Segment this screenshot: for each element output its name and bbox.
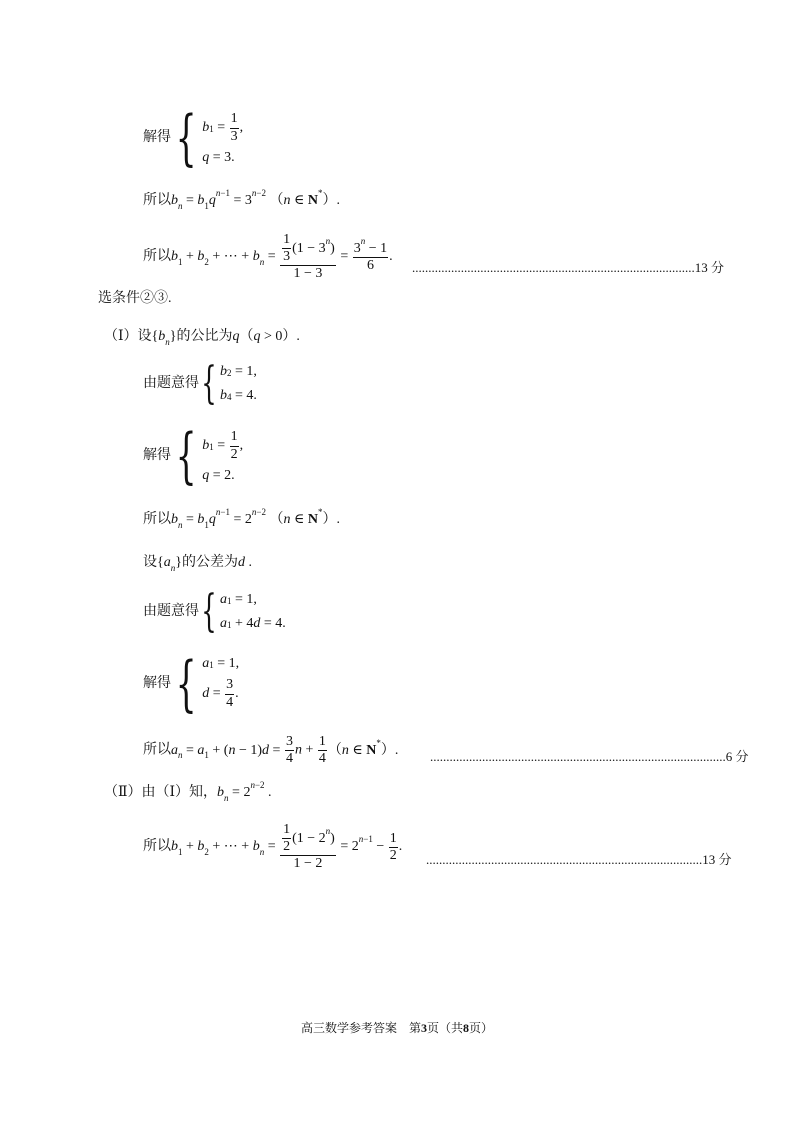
choose-conditions: 选条件②③. xyxy=(98,291,172,306)
part2-intro: （Ⅱ）由（Ⅰ）知，$b_n = 2^{n-2}$ . xyxy=(104,780,272,803)
equation-system: { b $_1$ = $\frac{1}{3}$ , q = 3. xyxy=(175,103,244,173)
score-line-3: .....................................................................................13 分 xyxy=(426,852,732,867)
label-jiede: 解得 xyxy=(143,130,171,145)
solution-system-b: 解得 { b $_1$ = $\frac{1}{2}$ , q = 2. xyxy=(143,421,244,491)
formula-bn-2: 所以$b_n = b_1q^{n-1} = 2^{n-2}$ （n ∈ N*）. xyxy=(143,507,340,530)
score-line-1: .......................................................................................13 分 xyxy=(412,260,725,275)
sum-formula-1: 所以$b_1 + b_2$ + ⋯ + $b_n$ = $\frac{1}{3}$ $(1 - 3^n)$ 1 − 3 = $\frac{3^n - 1}{6}$ . xyxy=(143,232,393,282)
sum-formula-2: 所以$b_1 + b_2$ + ⋯ + $b_n$ = $\frac{1}{2}$ $(1 - 2^n)$ 1 − 2 = $2^{n-1}$ − $\frac{1}{2}$ . xyxy=(143,822,403,872)
given-system-a: 由题意得 { a $_1$ = 1, a $_1$ + 4 d = 4. xyxy=(143,586,286,637)
given-system-b: 由题意得 { b $_2$ = 1, b $_4$ = 4. xyxy=(143,358,257,409)
solution-line-1 xyxy=(143,103,244,173)
page-footer: 高三数学参考答案 第3页（共8页） xyxy=(300,1021,494,1035)
formula-bn-1: 所以$b_n = b_1q^{n-1} = 3^{n-2}$ （n ∈ N*）. xyxy=(143,188,340,211)
solution-system-a: 解得 { a $_1$ = 1, d = $\frac{3}{4}$ . xyxy=(143,649,240,719)
formula-an: 所以$a_n = a_1 + (n - 1)d$ = $\frac{3}{4}$ n + $\frac{1}{4}$ （n ∈ N*）. xyxy=(143,734,399,767)
score-line-2: ...........................................................................................6 分 xyxy=(430,749,749,764)
part1-intro: （Ⅰ）设$\{b_n\}$的公比为q（q > 0）. xyxy=(104,329,300,347)
set-an-difference: 设$\{a_n\}$的公差为d . xyxy=(143,555,252,573)
